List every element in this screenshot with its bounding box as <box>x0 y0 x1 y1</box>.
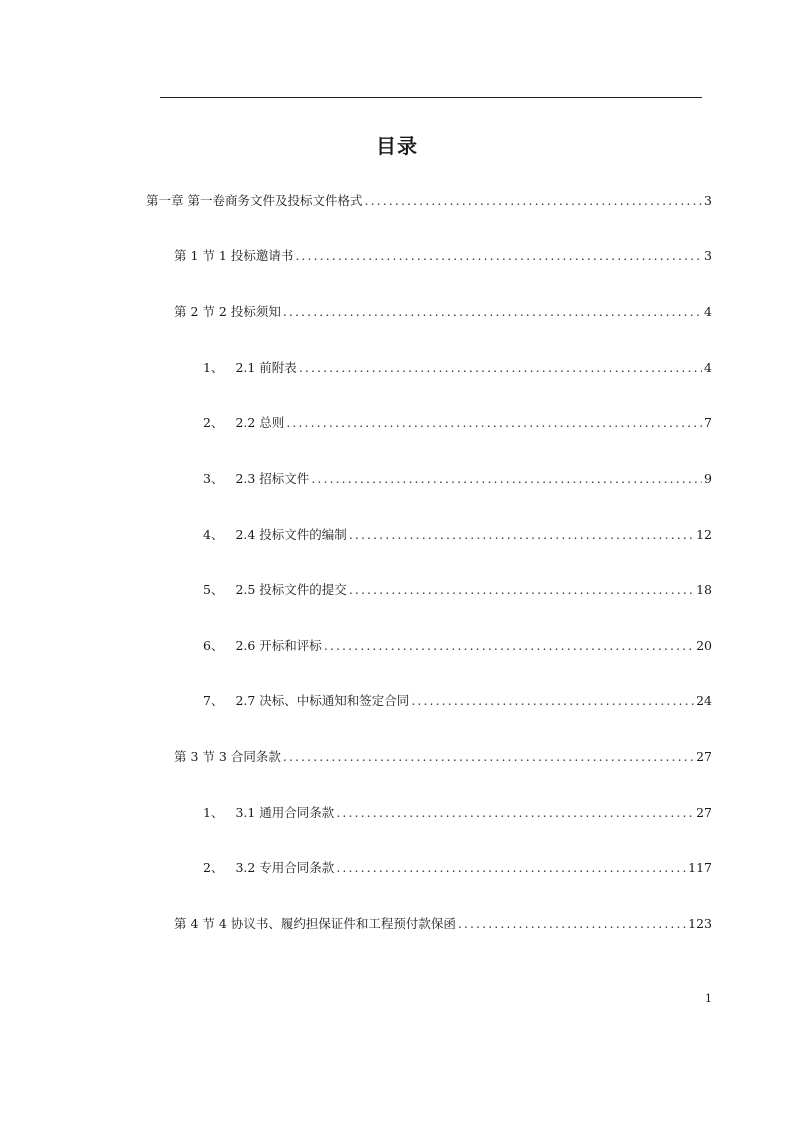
toc-entry-page: 27 <box>696 805 712 820</box>
toc-entry-text: 4 协议书、履约担保证件和工程预付款保函 <box>218 916 456 931</box>
toc-leader-dots <box>283 749 694 765</box>
toc-leader-dots <box>283 304 702 320</box>
toc-entry-text: 2.2 总则 <box>235 415 285 430</box>
header-rule <box>160 97 702 98</box>
toc-leader-dots <box>311 471 702 487</box>
toc-entry[interactable] <box>174 248 712 264</box>
toc-entry[interactable] <box>203 415 712 431</box>
toc-entry-prefix: 1、 <box>203 805 224 820</box>
toc-leader-dots <box>365 193 703 209</box>
toc-entry-prefix: 第一章 <box>146 193 184 208</box>
toc-entry-prefix: 4、 <box>203 527 224 542</box>
toc-entry-prefix: 1、 <box>203 360 224 375</box>
toc-entry-page: 4 <box>704 304 712 319</box>
toc-leader-dots <box>458 916 686 932</box>
toc-entry-text: 3 合同条款 <box>218 749 281 764</box>
toc-entry[interactable] <box>174 749 712 765</box>
toc-entry[interactable] <box>174 304 712 320</box>
toc-leader-dots <box>299 360 702 376</box>
toc-leader-dots <box>295 248 702 264</box>
toc-entry-page: 12 <box>696 527 712 542</box>
toc-leader-dots <box>336 805 694 821</box>
toc-entry-prefix: 第 4 节 <box>174 916 215 931</box>
toc-entry-page: 18 <box>696 582 712 597</box>
toc-entry-prefix: 2、 <box>203 415 224 430</box>
toc-entry[interactable] <box>146 193 712 209</box>
toc-entry-page: 3 <box>704 193 712 208</box>
toc-entry-text: 2 投标须知 <box>218 304 281 319</box>
toc-leader-dots <box>411 693 694 709</box>
toc-entry[interactable] <box>203 693 712 709</box>
toc-leader-dots <box>349 527 694 543</box>
toc-entry-page: 20 <box>696 638 712 653</box>
toc-entry-text: 第一卷商务文件及投标文件格式 <box>187 193 363 208</box>
toc-entry-prefix: 3、 <box>203 471 224 486</box>
toc-entry[interactable] <box>203 471 712 487</box>
toc-entry-text: 2.7 决标、中标通知和签定合同 <box>235 693 410 708</box>
toc-leader-dots <box>324 638 694 654</box>
toc-entry-prefix: 2、 <box>203 860 224 875</box>
toc-leader-dots <box>286 415 702 431</box>
toc-entry-prefix: 7、 <box>203 693 224 708</box>
toc-leader-dots <box>349 582 694 598</box>
toc-entry-prefix: 第 2 节 <box>174 304 215 319</box>
toc-entry-prefix: 6、 <box>203 638 224 653</box>
toc-entry-page: 117 <box>688 860 712 875</box>
page-number: 1 <box>705 992 712 1005</box>
toc-entry[interactable] <box>203 360 712 376</box>
toc-entry-prefix: 第 3 节 <box>174 749 215 764</box>
toc-entry-text: 2.1 前附表 <box>235 360 297 375</box>
toc-entry-prefix: 第 1 节 <box>174 248 215 263</box>
toc-entry-page: 123 <box>688 916 712 931</box>
toc-entry-page: 3 <box>704 248 712 263</box>
toc-entry-page: 24 <box>696 693 712 708</box>
toc-entry-text: 2.4 投标文件的编制 <box>235 527 347 542</box>
toc-entry-text: 3.2 专用合同条款 <box>235 860 335 875</box>
toc-entry-prefix: 5、 <box>203 582 224 597</box>
toc-title: 目录 <box>376 134 418 158</box>
toc-entry[interactable] <box>174 916 712 932</box>
toc-entry[interactable] <box>203 527 712 543</box>
toc-entry-page: 4 <box>704 360 712 375</box>
toc-entry[interactable] <box>203 582 712 598</box>
toc-entry-text: 2.6 开标和评标 <box>235 638 322 653</box>
toc-entry-text: 3.1 通用合同条款 <box>235 805 335 820</box>
toc-entry-page: 7 <box>704 415 712 430</box>
toc-leader-dots <box>336 860 686 876</box>
toc-entry[interactable] <box>203 638 712 654</box>
toc-entry-text: 2.5 投标文件的提交 <box>235 582 347 597</box>
toc-entry-page: 27 <box>696 749 712 764</box>
toc-entry[interactable] <box>203 805 712 821</box>
toc-entry[interactable] <box>203 860 712 876</box>
toc-entry-text: 2.3 招标文件 <box>235 471 310 486</box>
toc-entry-page: 9 <box>704 471 712 486</box>
toc-entry-text: 1 投标邀请书 <box>218 248 294 263</box>
